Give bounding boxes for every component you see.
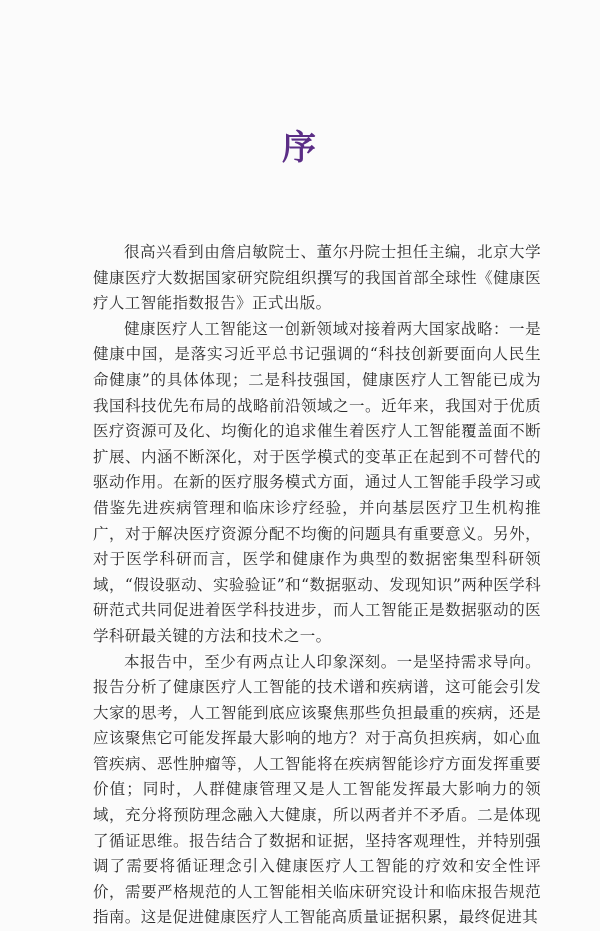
paragraph-1: 很高兴看到由詹启敏院士、董尔丹院士担任主编，北京大学健康医疗大数据国家研究院组织撰写的我国首部全球性《健康医疗人工智能指数报告》正式出版。	[93, 240, 541, 317]
paragraph-3: 本报告中，至少有两点让人印象深刻。一是坚持需求导向。报告分析了健康医疗人工智能的技术谱和疾病谱，这可能会引发大家的思考，人工智能到底应该聚焦那些负担最重的疾病，还是应该聚焦它可能发挥最大影响的地方？对于高负担疾病，如心血管疾病、恶性肿瘤等，人工智能将在疾病智能诊疗方面发挥重要价值；同时，人群健康管理又是人工智能发挥最大影响力的领域，充分将预防理念融入大健康，所以两者并不矛盾。二是体现了循证思维。报告结合了数据和证据，坚持客观理性，并特别强调了需要将循证理念引入健康医疗人工智能的疗效和安全性评价，需要严格规范的人工智能相关临床研究设计和临床报告规范指南。这是促进健康医疗人工智能高质量证据积累，最终促进其	[93, 650, 541, 931]
paragraph-2: 健康医疗人工智能这一创新领域对接着两大国家战略：一是健康中国，是落实习近平总书记强调的“科技创新要面向人民生命健康”的具体体现；二是科技强国，健康医疗人工智能已成为我国科技优先布局的战略前沿领域之一。近年来，我国对于优质医疗资源可及化、均衡化的追求催生着医疗人工智能覆盖面不断扩展、内涵不断深化，对于医学模式的变革正在起到不可替代的驱动作用。在新的医疗服务模式方面，通过人工智能手段学习或借鉴先进疾病管理和临床诊疗经验，并向基层医疗卫生机构推广，对于解决医疗资源分配不均衡的问题具有重要意义。另外，对于医学科研而言，医学和健康作为典型的数据密集型科研领域，“假设驱动、实验验证”和“数据驱动、发现知识”两种医学科研范式共同促进着医学科技进步，而人工智能正是数据驱动的医学科研最关键的方法和技术之一。	[93, 317, 541, 650]
preface-title: 序	[0, 128, 600, 168]
preface-body	[93, 240, 541, 931]
